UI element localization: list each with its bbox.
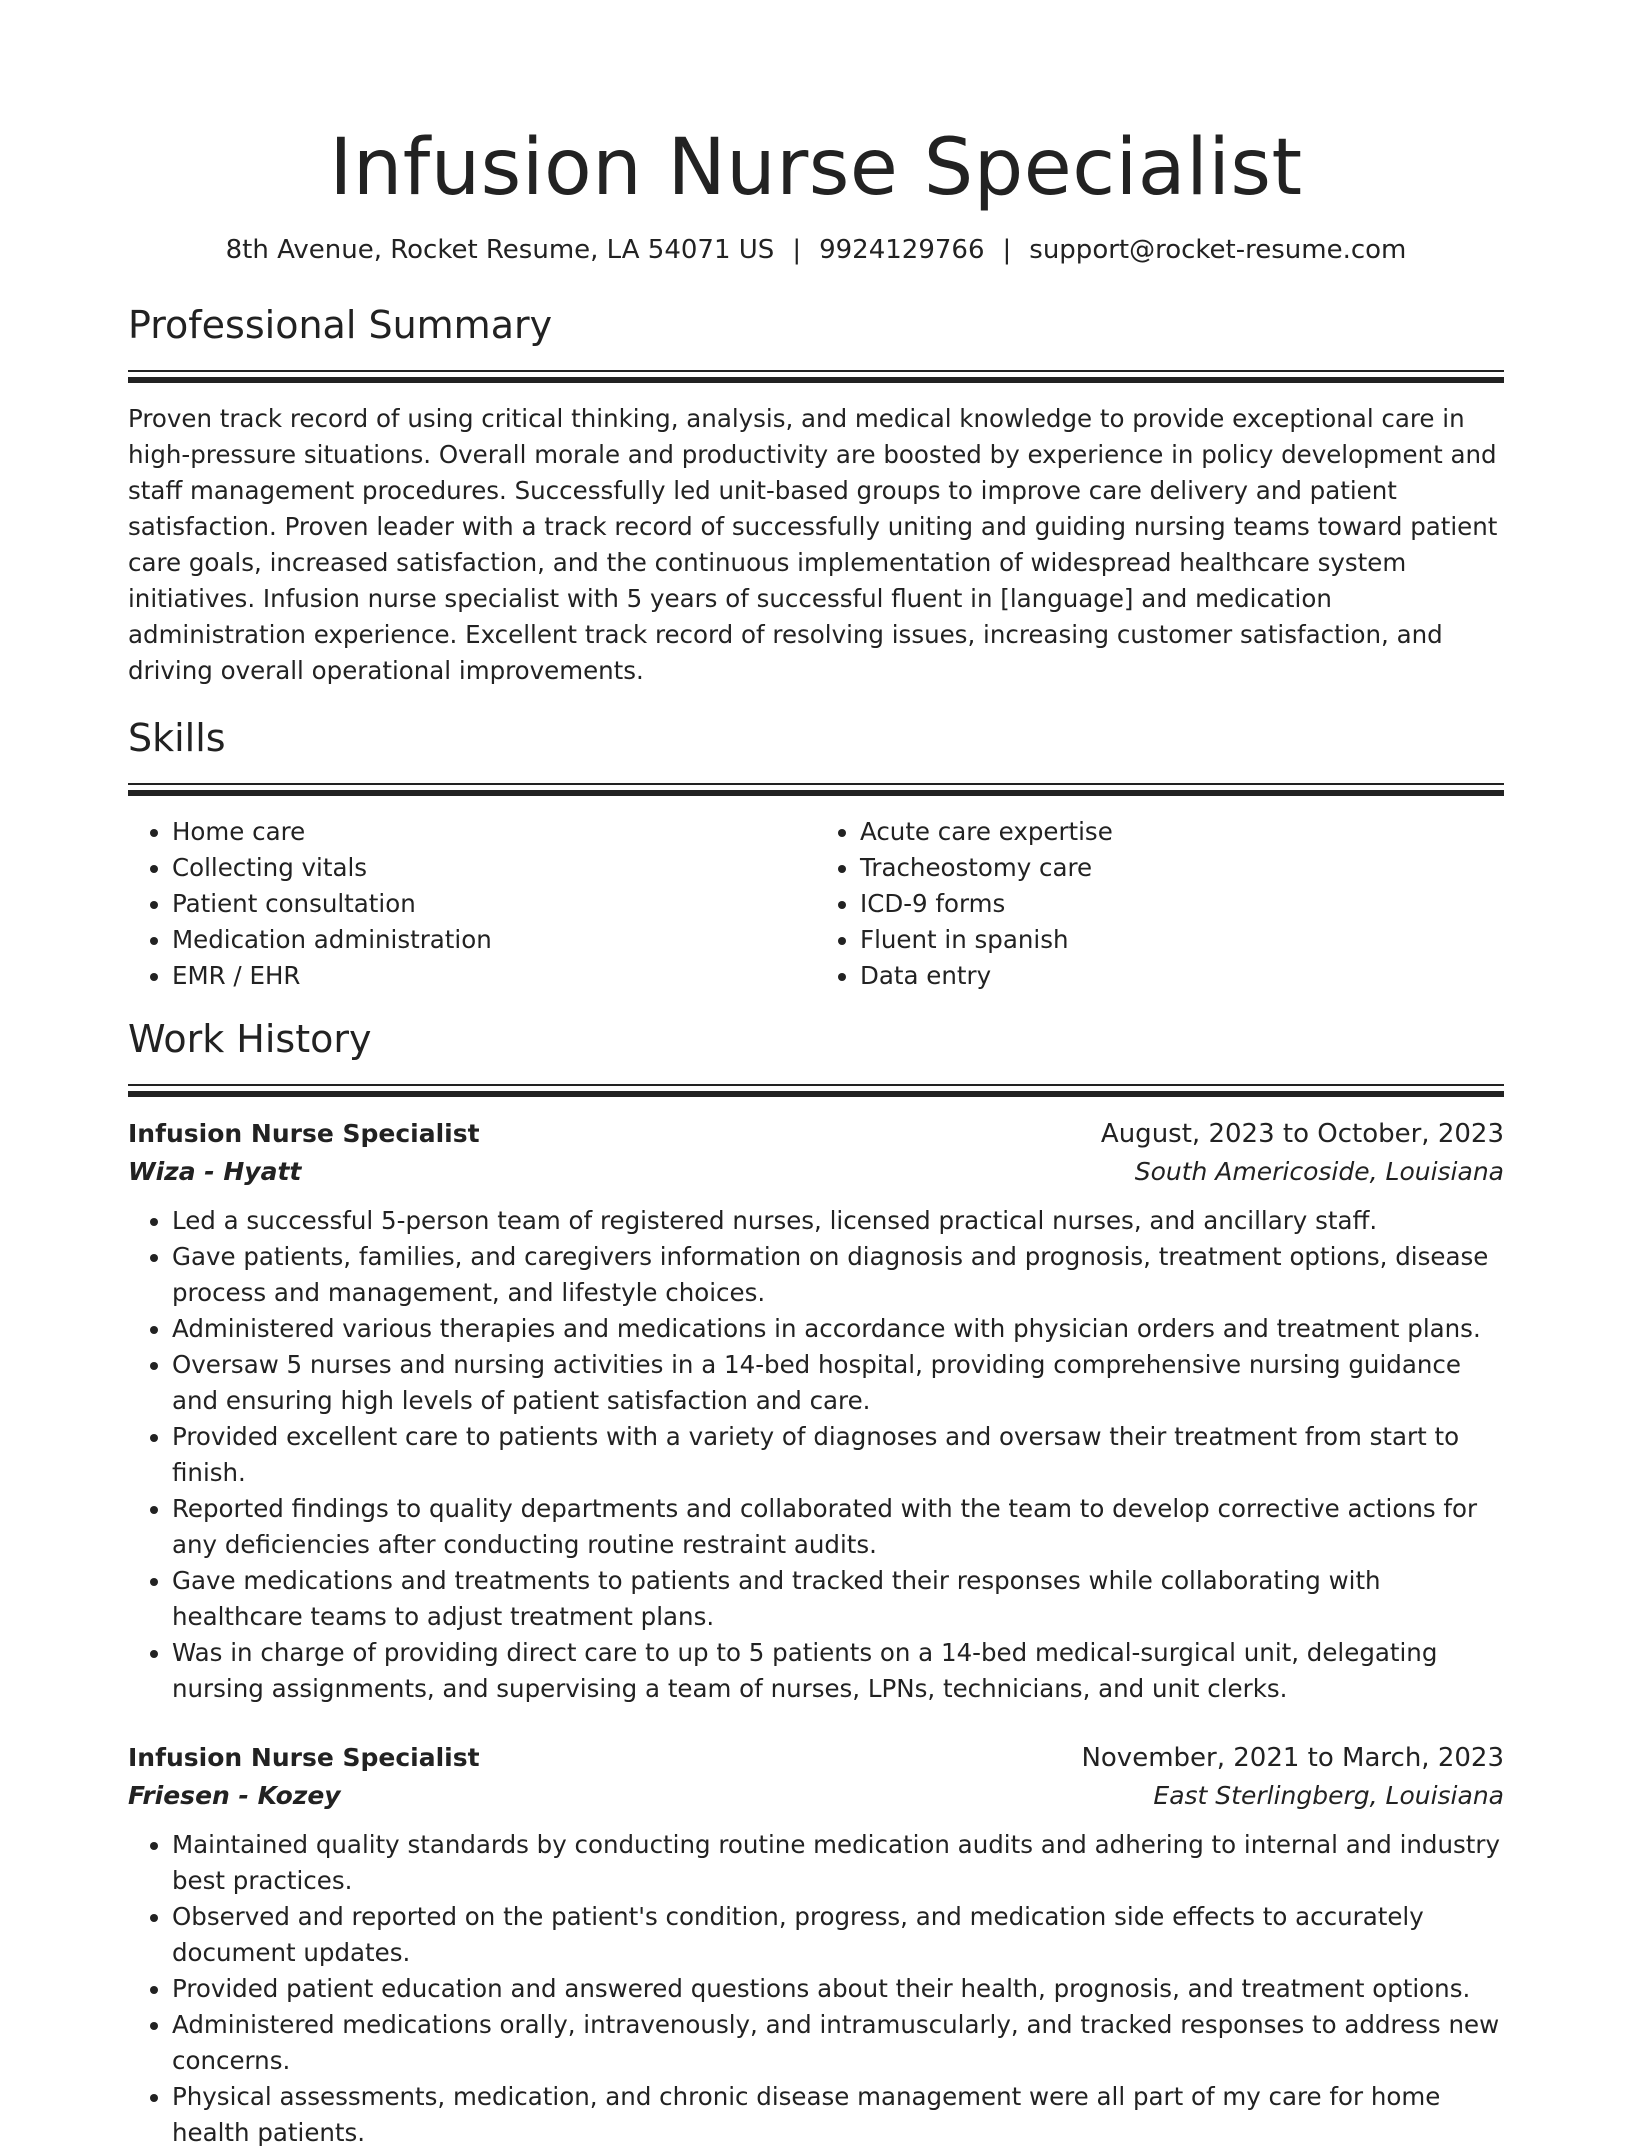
- job-company: Friesen - Kozey: [128, 1781, 341, 1810]
- job-title: Infusion Nurse Specialist: [128, 1743, 480, 1772]
- skills-section: [128, 715, 1504, 994]
- job-company: Wiza - Hyatt: [128, 1157, 302, 1186]
- summary-section: [128, 302, 1504, 689]
- work-history-section: [128, 1016, 1504, 2151]
- skill-item: • Data entry: [860, 958, 1504, 994]
- section-title-skills: Skills: [128, 716, 226, 760]
- section-title-work-history: Work History: [128, 1017, 372, 1061]
- section-divider: [128, 783, 1504, 796]
- contact-phone: 9924129766: [819, 235, 985, 265]
- job-header-row: [128, 1739, 1504, 1777]
- skill-item: • Home care: [172, 814, 816, 850]
- job-bullet: • Maintained quality standards by conducting routine medication audits and adhering to internal and industry best practices.: [172, 1827, 1504, 1899]
- contact-separator: |: [792, 235, 802, 265]
- job-bullet: • Gave patients, families, and caregivers information on diagnosis and prognosis, treatment options, disease process and management, and lifestyle choices.: [172, 1239, 1504, 1311]
- job-bullet: • Administered various therapies and medications in accordance with physician orders and treatment plans.: [172, 1311, 1504, 1347]
- job-entry: [128, 1115, 1504, 1707]
- job-dates: August, 2023 to October, 2023: [1100, 1119, 1504, 1149]
- skill-item: • Medication administration: [172, 922, 816, 958]
- job-entry: [128, 1739, 1504, 2151]
- skill-item: • Fluent in spanish: [860, 922, 1504, 958]
- job-bullet: • Oversaw 5 nurses and nursing activities in a 14-bed hospital, providing comprehensive nursing guidance and ensuring high levels of patient satisfaction and care.: [172, 1347, 1504, 1419]
- skill-item: • Acute care expertise: [860, 814, 1504, 850]
- contact-line: [128, 232, 1504, 268]
- job-subheader-row: [128, 1777, 1504, 1815]
- section-title-summary: Professional Summary: [128, 303, 553, 347]
- job-bullet: • Provided excellent care to patients with a variety of diagnoses and oversaw their treatment from start to finish.: [172, 1419, 1504, 1491]
- job-location: South Americoside, Louisiana: [1134, 1157, 1504, 1186]
- job-bullets: [128, 1203, 1504, 1707]
- skill-item: • ICD-9 forms: [860, 886, 1504, 922]
- job-bullet: • Administered medications orally, intravenously, and intramuscularly, and tracked responses to address new concerns.: [172, 2007, 1504, 2079]
- job-location: East Sterlingberg, Louisiana: [1153, 1781, 1504, 1810]
- job-bullets: [128, 1827, 1504, 2151]
- section-divider: [128, 1084, 1504, 1097]
- job-dates: November, 2021 to March, 2023: [1081, 1743, 1504, 1773]
- job-bullet: • Gave medications and treatments to patients and tracked their responses while collaborating with healthcare teams to adjust treatment plans.: [172, 1563, 1504, 1635]
- job-subheader-row: [128, 1153, 1504, 1191]
- job-bullet: • Led a successful 5-person team of registered nurses, licensed practical nurses, and ancillary staff.: [172, 1203, 1504, 1239]
- skill-item: • Tracheostomy care: [860, 850, 1504, 886]
- summary-text: Proven track record of using critical thinking, analysis, and medical knowledge to provide exceptional care in high-pressure situations. Overall morale and productivity are boosted by experience in policy development and staff management procedures. Successfully led unit-based groups to improve care delivery and patient satisfaction. Proven leader with a track record of successfully uniting and guiding nursing teams toward patient care goals, increased satisfaction, and the continuous implementation of widespread healthcare system initiatives. Infusion nurse specialist with 5 years of successful fluent in [language] and medication administration experience. Excellent track record of resolving issues, increasing customer satisfaction, and driving overall operational improvements.: [128, 404, 1498, 685]
- resume-name: Infusion Nurse Specialist: [329, 123, 1303, 213]
- job-bullet: • Was in charge of providing direct care to up to 5 patients on a 14-bed medical-surgical unit, delegating nursing assignments, and supervising a team of nurses, LPNs, technicians, and unit clerks.: [172, 1635, 1504, 1707]
- job-bullet: • Reported findings to quality departments and collaborated with the team to develop corrective actions for any deficiencies after conducting routine restraint audits.: [172, 1491, 1504, 1563]
- skill-item: • Collecting vitals: [172, 850, 816, 886]
- contact-email: support@rocket-resume.com: [1029, 235, 1407, 265]
- skill-item: • Patient consultation: [172, 886, 816, 922]
- job-header-row: [128, 1115, 1504, 1153]
- job-bullet: • Physical assessments, medication, and chronic disease management were all part of my care for home health patients.: [172, 2079, 1504, 2151]
- section-divider: [128, 370, 1504, 383]
- skill-item: • EMR / EHR: [172, 958, 816, 994]
- skills-column-left: [128, 814, 816, 994]
- job-title: Infusion Nurse Specialist: [128, 1119, 480, 1148]
- skills-list: [128, 814, 1504, 994]
- skills-column-right: [816, 814, 1504, 994]
- contact-separator: |: [1002, 235, 1012, 265]
- contact-address: 8th Avenue, Rocket Resume, LA 54071 US: [225, 235, 775, 265]
- job-bullet: • Observed and reported on the patient's condition, progress, and medication side effects to accurately document updates.: [172, 1899, 1504, 1971]
- job-bullet: • Provided patient education and answered questions about their health, prognosis, and treatment options.: [172, 1971, 1504, 2007]
